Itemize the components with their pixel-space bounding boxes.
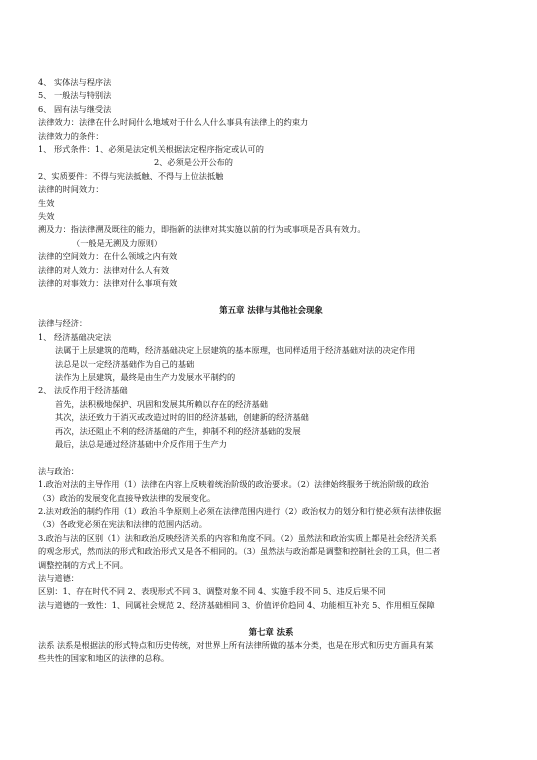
politics-point-1-cont: （3）政治的发展变化直接导致法律的发展变化。: [38, 492, 216, 503]
economy-point-1-line: 法属于上层建筑的范畴，经济基础决定上层建筑的基本原理，也同样适用于经济基础对法的决定作用: [55, 345, 416, 356]
economy-point-1-line: 法作为上层建筑，最终是由生产力发展水平制约的: [55, 371, 236, 382]
morality-differences: 区别：1、存在时代不同 2、表现形式不同 3、调整对象不同 4、实施手段不同 5、违反后果不同: [38, 586, 386, 597]
economy-point-2-line: 再次，法还阻止不利的经济基础的产生，抑制不利的经济基础的发展: [55, 425, 301, 436]
politics-title: 法与政治：: [38, 465, 79, 476]
time-effect-title: 法律的时间效力：: [38, 184, 104, 195]
politics-point-2-cont: （3）各政党必须在宪法和法律的范围内活动。: [38, 519, 207, 530]
economy-point-1-line: 法总是以一定经济基础作为自己的基础: [55, 358, 195, 369]
chapter7-title: 第七章 法系: [248, 626, 294, 637]
law-type-item: 6、 固有法与继受法: [38, 103, 112, 114]
economy-point-2-line: 最后，法总是通过经济基础中介反作用于生产力: [55, 438, 227, 449]
effect-conditions-title: 法律效力的条件：: [38, 130, 104, 141]
politics-point-2: 2.法对政治的制约作用（1）政治斗争原则上必须在法律范围内进行（2）政治权力的划分和行使必须有法律依据: [38, 505, 442, 516]
space-effect: 法律的空间效力：在什么领域之内有效: [38, 251, 178, 262]
economy-point-2: 2、 法反作用于经济基础: [38, 385, 128, 396]
invalid-term: 失效: [38, 211, 55, 222]
law-type-item: 4、 实体法与程序法: [38, 77, 112, 87]
effect-definition: 法律效力：法律在什么时间什么地域对于什么人什么事具有法律上的约束力: [38, 117, 309, 128]
economy-point-2-line: 其次，法还致力于消灭或改造过时的旧的经济基础，创建新的经济基础: [55, 412, 309, 423]
economy-point-1: 1、 经济基础决定法: [38, 331, 112, 342]
politics-point-3-cont: 的观念形式，然而法的形式和政治形式又是各不相同的。（3）虽然法与政治都是调整和控制社会的工具，但二者: [38, 546, 441, 557]
retroactivity-definition: 溯及力：指法律溯及既往的能力，即指新的法律对其实施以前的行为或事项是否具有效力。: [38, 224, 366, 235]
matter-effect: 法律的对事效力：法律对什么事项有效: [38, 278, 178, 289]
person-effect: 法律的对人效力：法律对什么人有效: [38, 264, 170, 275]
formal-condition: 1、 形式条件：1、必须是法定机关根据法定程序指定或认可的: [38, 144, 264, 155]
economy-point-2-line: 首先，法积极地保护、巩固和发展其所赖以存在的经济基础: [55, 398, 268, 409]
document-body: [38, 76, 504, 666]
legal-system-definition-cont: 些共性的国家和地区的法律的总称。: [38, 653, 170, 664]
law-type-item: 5、 一般法与特别法: [38, 90, 112, 101]
chapter5-title: 第五章 法律与其他社会现象: [219, 304, 323, 315]
legal-system-definition: 法系 法系是根据法的形式特点和历史传统，对世界上所有法律所做的基本分类，也是在形式和历史方面具有某: [38, 640, 434, 651]
retroactivity-note: （一般是无溯及力原则）: [72, 237, 163, 248]
morality-title: 法与道德：: [38, 573, 79, 583]
substantive-condition: 2、实质要件：不得与宪法抵触、不得与上位法抵触: [38, 170, 224, 181]
effective-term: 生效: [38, 197, 55, 208]
morality-consistency: 法与道德的一致性：1、同属社会规范 2、经济基础相同 3、价值评价趋同 4、功能相互补充 5、作用相互保障: [38, 599, 435, 610]
politics-point-3-cont: 调整控制的方式上不同。: [38, 559, 129, 570]
economy-title: 法律与经济：: [38, 318, 88, 329]
politics-point-3: 3.政治与法的区别（1）法和政治反映经济关系的内容和角度不同。（2）虽然法和政治实质上都是社会经济关系: [38, 532, 437, 543]
politics-point-1: 1.政治对法的主导作用（1）法律在内容上反映着统治阶级的政治要求。（2）法律始终服务于统治阶级的政治: [38, 479, 429, 490]
formal-condition-2: 2、必须是公开公布的: [154, 157, 233, 168]
